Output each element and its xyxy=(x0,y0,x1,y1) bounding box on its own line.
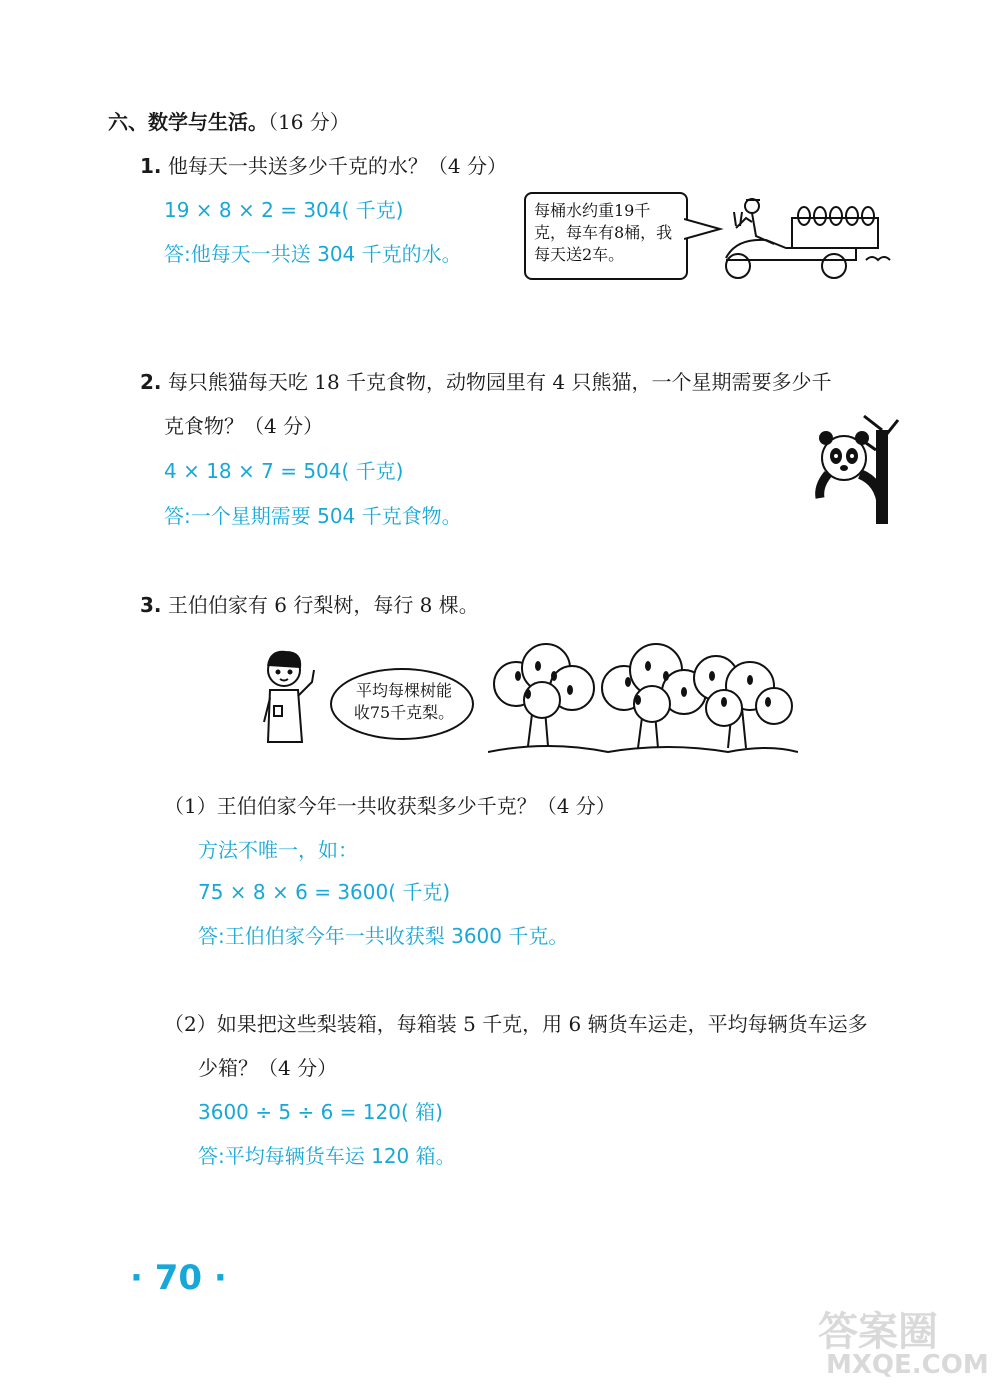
section-score: （16 分） xyxy=(268,110,350,134)
q1-speech-bubble xyxy=(524,192,688,280)
panda-on-bamboo-illustration xyxy=(804,410,900,526)
question-3-1-answer: 答:王伯伯家今年一共收获梨 3600 千克。 xyxy=(198,924,569,948)
q3-bubble-text: 平均每棵树能收75千克梨。 xyxy=(353,681,455,722)
delivery-tricycle-illustration xyxy=(716,188,896,283)
question-2-answer: 答:一个星期需要 504 千克食物。 xyxy=(164,504,462,528)
question-3-number: 3. xyxy=(140,593,162,617)
question-2-text-line1: 每只熊猫每天吃 18 千克食物，动物园里有 4 只熊猫，一个星期需要多少千 xyxy=(167,370,832,394)
pear-trees-illustration xyxy=(488,636,798,760)
question-3-2-answer: 答:平均每辆货车运 120 箱。 xyxy=(198,1144,456,1168)
section-title xyxy=(108,106,350,135)
question-3-2-calc: 3600 ÷ 5 ÷ 6 = 120( 箱) xyxy=(198,1100,443,1124)
boy-illustration xyxy=(256,646,326,752)
question-3-2-line1: （2）如果把这些梨装箱，每箱装 5 千克，用 6 辆货车运走，平均每辆货车运多 xyxy=(164,1012,868,1036)
question-3-2-line2: 少箱？（4 分） xyxy=(198,1056,338,1080)
watermark-url: MXQE.COM xyxy=(826,1350,989,1380)
question-3-1-calc: 75 × 8 × 6 = 3600( 千克) xyxy=(198,880,451,904)
q3-speech-bubble xyxy=(330,668,474,740)
question-3-1: （1）王伯伯家今年一共收获梨多少千克？（4 分） xyxy=(164,794,616,818)
question-1-answer: 答:他每天一共送 304 千克的水。 xyxy=(164,242,462,266)
question-2-line1 xyxy=(140,366,831,395)
question-1-text: 他每天一共送多少千克的水？（4 分） xyxy=(167,154,507,178)
question-2-number: 2. xyxy=(140,370,162,394)
page-number: · 70 · xyxy=(130,1258,227,1298)
question-3 xyxy=(140,589,479,618)
watermark-logo: 答案圈 xyxy=(818,1309,938,1355)
question-1-number: 1. xyxy=(140,154,162,178)
section-title-text: 六、数学与生活。 xyxy=(108,110,268,134)
question-3-1-note: 方法不唯一，如： xyxy=(198,838,358,862)
question-3-text: 王伯伯家有 6 行梨树，每行 8 棵。 xyxy=(167,593,479,617)
question-2-calc: 4 × 18 × 7 = 504( 千克) xyxy=(164,459,404,483)
question-1 xyxy=(140,150,507,179)
question-2-line2: 克食物？（4 分） xyxy=(164,414,324,438)
q1-bubble-text: 每桶水约重19千克，每车有8桶，我每天送2车。 xyxy=(534,201,673,264)
question-1-calc: 19 × 8 × 2 = 304( 千克) xyxy=(164,198,404,222)
